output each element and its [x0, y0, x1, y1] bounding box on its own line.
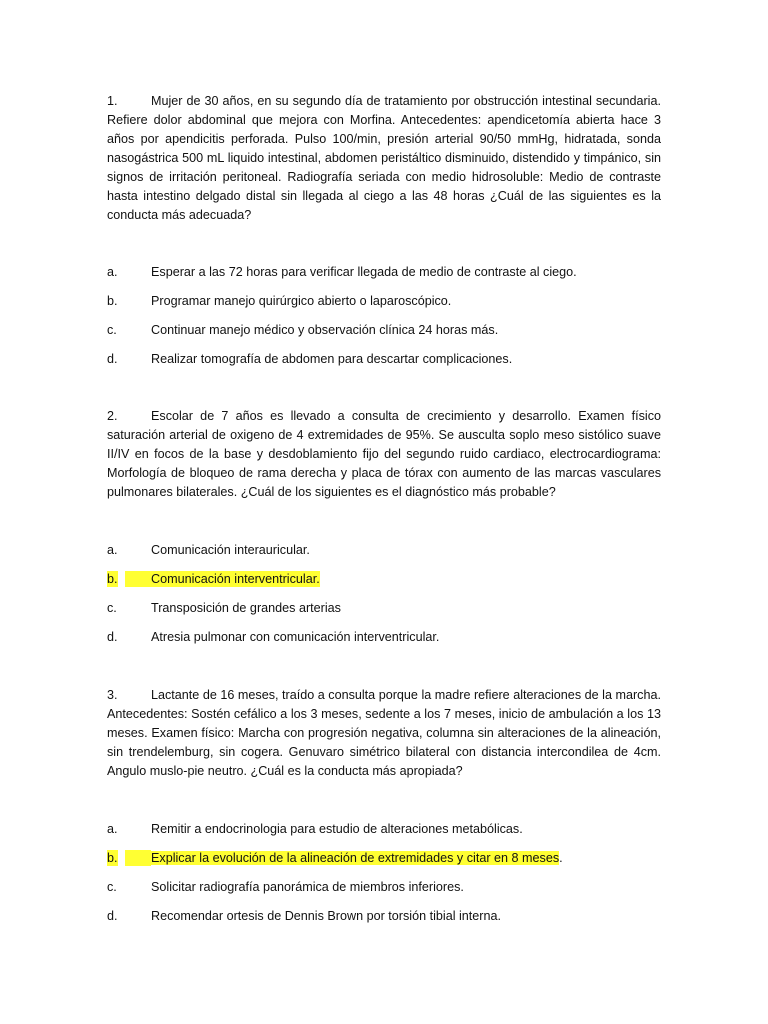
highlighted-answer: Comunicación interventricular.: [151, 572, 320, 586]
option-letter: d.: [107, 352, 118, 366]
question-number: 2.: [107, 409, 118, 423]
option-letter: b.: [107, 851, 118, 865]
option-letter: a.: [107, 265, 118, 279]
options-3: [107, 821, 667, 937]
highlighted-answer: Explicar la evolución de la alineación de extremidades y citar en 8 meses: [151, 851, 560, 865]
option-c: [107, 600, 667, 629]
options-2: [107, 542, 667, 658]
option-text: Comunicación interauricular.: [151, 543, 310, 557]
option-d: [107, 629, 667, 658]
option-text: Recomendar ortesis de Dennis Brown por torsión tibial interna.: [151, 909, 501, 923]
highlight-gap: [125, 850, 151, 866]
option-letter: b.: [107, 294, 118, 308]
option-letter: a.: [107, 822, 118, 836]
question-3: [107, 686, 661, 781]
highlighted-answer-line: [151, 850, 563, 866]
option-d: [107, 351, 667, 380]
option-c: [107, 879, 667, 908]
options-1: [107, 264, 667, 380]
option-letter: c.: [107, 880, 117, 894]
question-stem: [107, 686, 661, 781]
question-2: [107, 407, 661, 502]
option-b: [107, 293, 667, 322]
option-text: Esperar a las 72 horas para verificar llegada de medio de contraste al ciego.: [151, 265, 577, 279]
option-text: Realizar tomografía de abdomen para descartar complicaciones.: [151, 352, 513, 366]
option-text: Solicitar radiografía panorámica de miembros inferiores.: [151, 880, 464, 894]
question-stem: [107, 92, 661, 225]
option-a: [107, 264, 667, 293]
option-text: Programar manejo quirúrgico abierto o laparoscópico.: [151, 294, 452, 308]
option-letter: a.: [107, 543, 118, 557]
option-text: Continuar manejo médico y observación clínica 24 horas más.: [151, 323, 499, 337]
option-letter: d.: [107, 630, 118, 644]
option-a: [107, 542, 667, 571]
option-b-highlighted: [107, 850, 667, 879]
question-number: 1.: [107, 94, 118, 108]
option-letter: d.: [107, 909, 118, 923]
question-text: Escolar de 7 años es llevado a consulta de crecimiento y desarrollo. Examen físico saturación arterial de oxigeno de 4 extremidades de 95%. Se ausculta soplo meso sistólico suave II/IV en focos de la base y desdoblamiento fijo del segundo ruido cardiaco, electrocardiograma: Morfología de bloqueo de rama derecha y placa de tórax con aumento de las marcas vasculares pulmonares bilaterales. ¿Cuál de los siguientes es el diagnóstico más probable?: [107, 409, 661, 499]
option-d: [107, 908, 667, 937]
question-text: Mujer de 30 años, en su segundo día de tratamiento por obstrucción intestinal secundaria. Refiere dolor abdominal que mejora con Morfina. Antecedentes: apendicetomía abierta hace 3 años por apendicitis perforada. Pulso 100/min, presión arterial 90/50 mmHg, hidratada, sonda nasogástrica 500 mL liquido intestinal, abdomen peristáltico disminuido, distendido y timpánico, sin signos de irritación peritoneal. Radiografía seriada con medio hidrosoluble: Medio de contraste hasta intestino delgado distal sin llegada al ciego a las 48 horas ¿Cuál de las siguientes es la conducta más adecuada?: [107, 94, 661, 222]
option-text: Remitir a endocrinologia para estudio de alteraciones metabólicas.: [151, 822, 523, 836]
option-letter: b.: [107, 572, 118, 586]
question-number: 3.: [107, 688, 118, 702]
option-text: Transposición de grandes arterias: [151, 601, 341, 615]
option-letter: c.: [107, 323, 117, 337]
highlight-gap: [125, 571, 151, 587]
option-letter: c.: [107, 601, 117, 615]
option-c: [107, 322, 667, 351]
option-b-highlighted: [107, 571, 667, 600]
question-stem: [107, 407, 661, 502]
option-a: [107, 821, 667, 850]
question-text: Lactante de 16 meses, traído a consulta porque la madre refiere alteraciones de la marcha. Antecedentes: Sostén cefálico a los 3 meses, sedente a los 7 meses, inicio de ambulación a los 13 meses. Examen físico: Marcha con progresión negativa, columna sin alteraciones de la alineación, sin trendelemburg, sin cogera. Genuvaro simétrico bilateral con distancia intercondilea de 4cm. Angulo muslo-pie neutro. ¿Cuál es la conducta más apropiada?: [107, 688, 661, 778]
option-suffix: .: [559, 851, 563, 865]
option-text: Atresia pulmonar con comunicación interventricular.: [151, 630, 440, 644]
question-1: [107, 92, 661, 225]
